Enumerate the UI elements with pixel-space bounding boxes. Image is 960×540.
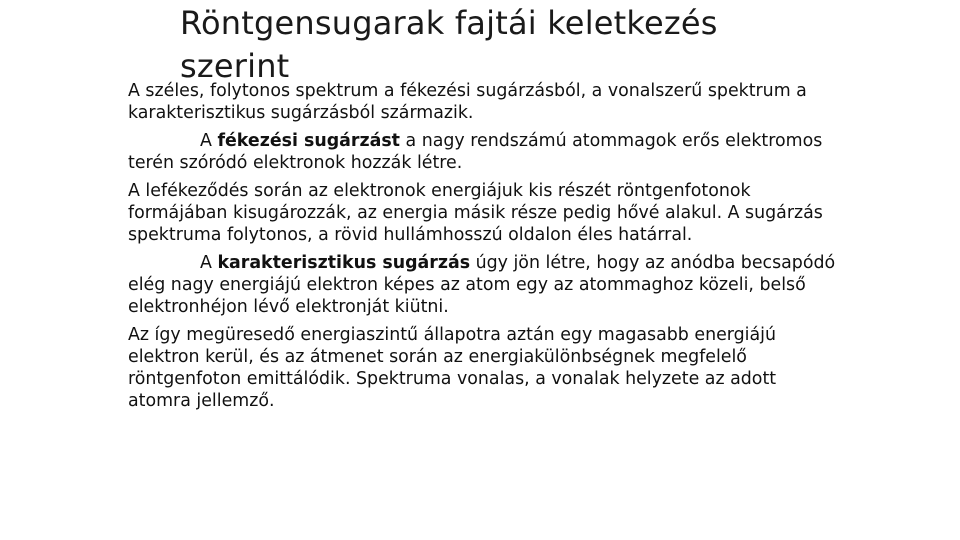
paragraph-bremsstrahlung: [128, 130, 838, 174]
slide-body: [128, 80, 838, 418]
text-suffix: a nagy rendszámú atommagok erős elektromos terén szóródó elektronok hozzák létre.: [128, 131, 823, 173]
paragraph-characteristic: [128, 252, 838, 318]
paragraph-deceleration: A lefékeződés során az elektronok energiájuk kis részét röntgenfotonok formájában kisugározzák, az energia másik része pedig hővé alakul. A sugárzás spektruma folytonos, a rövid hullámhosszú oldalon éles határral.: [128, 181, 823, 245]
slide-title: Röntgensugarak fajtái keletkezés szerint: [180, 4, 718, 85]
text-prefix: A: [200, 253, 218, 273]
term-characteristic-radiation: karakterisztikus sugárzás: [217, 253, 471, 273]
term-bremsstrahlung: fékezési sugárzást: [217, 131, 400, 151]
text-prefix: A: [200, 131, 218, 151]
text-suffix: úgy jön létre, hogy az anódba becsapódó elég nagy energiájú elektron képes az atom egy az atommaghoz közeli, belső elektronhéjon lévő elektronját kiütni.: [128, 253, 836, 317]
paragraph-spectrum-intro: A széles, folytonos spektrum a fékezési sugárzásból, a vonalszerű spektrum a karakterisztikus sugárzásból származik.: [128, 81, 807, 123]
paragraph-transition: Az így megüresedő energiaszintű állapotra aztán egy magasabb energiájú elektron kerül, és az átmenet során az energiakülönbségnek megfelelő röntgenfoton emittálódik. Spektruma vonalas, a vonalak helyzete az adott atomra jellemző.: [128, 325, 777, 411]
